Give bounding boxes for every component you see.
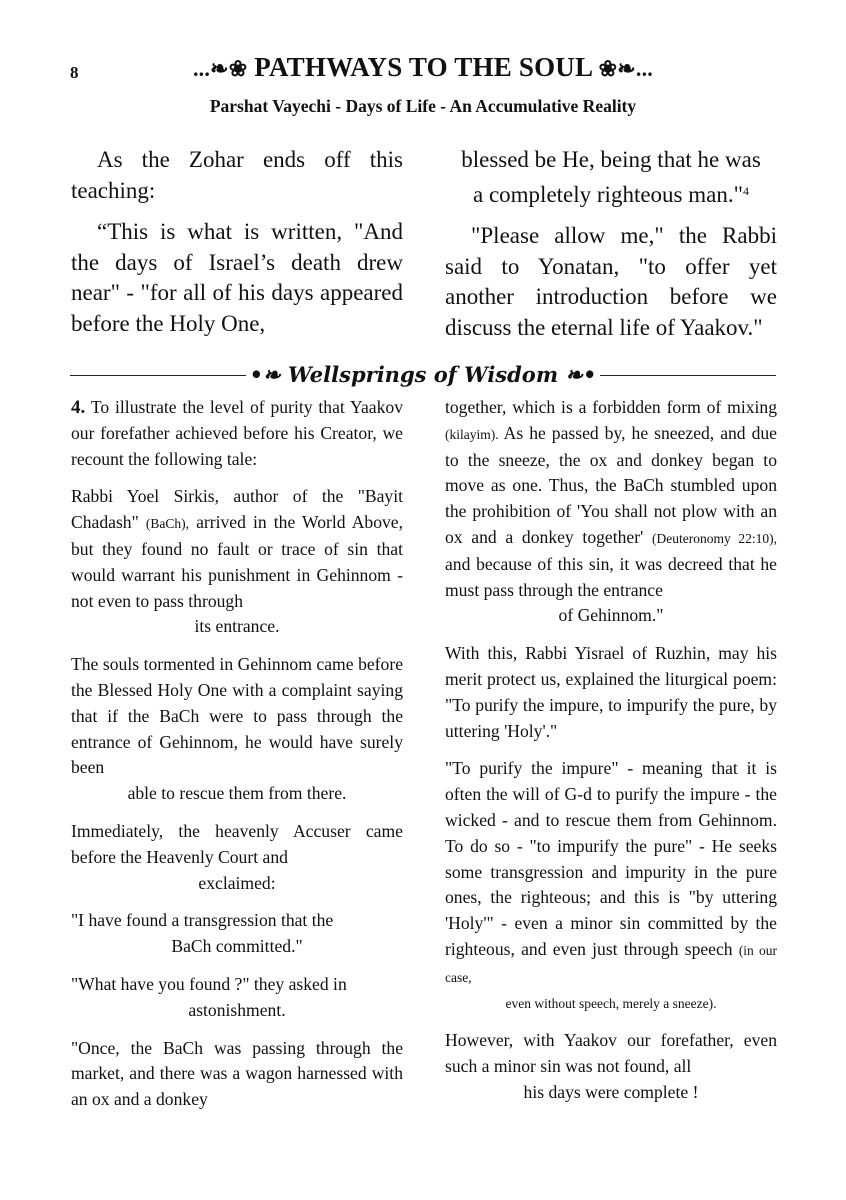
paragraph-text: and because of this sin, it was decreed that he must pass through the entrance [445, 553, 777, 600]
paragraph [445, 176, 777, 211]
page-number: 8 [70, 63, 79, 82]
ornament-left-icon: ...❧❀ [192, 56, 248, 81]
paragraph-text: together, which is a forbidden form of mixing [445, 397, 777, 417]
paragraph [445, 1028, 777, 1105]
paragraph-text: To illustrate the level of purity that Yaakov our forefather achieved before his Creator, we recount the following tale: [71, 397, 403, 469]
divider-ornament-left-icon: •❧ [249, 362, 281, 387]
paragraph-last-line: able to rescue them from there. [127, 783, 347, 804]
paragraph: "Once, the BaCh was passing through the market, and there was a wagon harnessed with an ox and a donkey [71, 1037, 403, 1110]
paragraph: With this, Rabbi Yisrael of Ruzhin, may his merit protect us, explained the liturgical poem: "To purify the impure, to impurify the pure, by uttering 'Holy'." [445, 643, 777, 741]
paragraph: As the Zohar ends off this teaching: [71, 147, 403, 203]
wellsprings-left-column [71, 395, 403, 1125]
paragraph [71, 819, 403, 896]
verse-reference: (Deuteronomy 22:10), [651, 530, 778, 546]
main-text-right-column [445, 145, 777, 354]
paragraph-text: "To purify the impure" - meaning that it is often the will of G-d to purify the impure - the wicked - and to rescue them from Gehinnom. To do so - "to impurify the pure" - He seeks some transgression and impurity in the pure ones, the righteous; and this is "by uttering 'Holy'" - even a minor sin committed by the righteous, and even just through speech [445, 758, 777, 959]
paragraph-text: arrived in the World Above, but they found no fault or trace of sin that would warrant his punishment in Gehinnom - not even to pass through [71, 512, 404, 611]
paragraph-text: "I have found a transgression that the [71, 910, 334, 931]
paragraph-text: The souls tormented in Gehinnom came before the Blessed Holy One with a complaint saying that if the BaCh were to pass through the entrance of Gehinnom, he would have surely been [71, 654, 403, 778]
main-text-left-column [71, 145, 403, 350]
paragraph-last-line: its entrance. [194, 616, 280, 637]
chapter-subtitle: Parshat Vayechi - Days of Life - An Accumulative Reality [209, 96, 637, 116]
paragraph-text: Immediately, the heavenly Accuser came before the Heavenly Court and [71, 820, 403, 867]
divider-ornament-right-icon: ❧• [565, 362, 597, 387]
section-title [70, 362, 776, 387]
paragraph [445, 145, 777, 176]
paragraph [445, 395, 777, 629]
paragraph-last-line: BaCh committed." [171, 936, 303, 957]
paragraph [71, 484, 403, 640]
paragraph-last-line: his days were complete ! [523, 1081, 699, 1102]
note-number: 4. [71, 397, 86, 418]
footnote-marker: 4 [742, 183, 749, 198]
wellsprings-right-column [445, 395, 777, 1118]
ornament-right-icon: ❀❧... [598, 56, 654, 81]
section-title-text: Wellsprings of Wisdom [287, 362, 559, 387]
section-divider [70, 362, 776, 388]
paragraph-last-line: of Gehinnom." [558, 605, 664, 626]
abbreviation: (BaCh), [145, 516, 189, 532]
paragraph-last-line: astonishment. [188, 999, 286, 1020]
paragraph: “This is what is written, "And the days of Israel’s death drew near" - "for all of his days appeared before the Holy One, [71, 219, 403, 336]
paragraph-text: As he passed by, he sneezed, and due to the sneeze, the ox and donkey began to move as one. Thus, the BaCh stumbled upon the prohibition of 'You shall not plow with an ox and a donkey together' [445, 422, 777, 547]
paragraph-text: "What have you found ?" they asked in [71, 973, 347, 994]
paragraph [71, 908, 403, 960]
paragraph [71, 652, 403, 807]
term-note: (kilayim). [445, 426, 499, 442]
paragraph-text: Rabbi Yoel Sirkis, author of the "Bayit Chadash" [71, 486, 403, 533]
parenthetical-note: even without speech, merely a sneeze). [505, 995, 717, 1011]
parenthetical-note: (in our case, [445, 942, 777, 985]
paragraph-text: However, with Yaakov our forefather, even such a minor sin was not found, all [445, 1030, 777, 1077]
paragraph [71, 972, 403, 1024]
paragraph [445, 756, 777, 1016]
paragraph: "Please allow me," the Rabbi said to Yonatan, "to offer yet another introduction before we discuss the eternal life of Yaakov." [445, 223, 777, 340]
paragraph-line: a completely righteous man." [473, 181, 743, 207]
paragraph-last-line: exclaimed: [198, 872, 276, 893]
running-header [130, 52, 716, 83]
book-title: PATHWAYS TO THE SOUL [254, 52, 592, 82]
paragraph-line: blessed be He, being that he was [461, 147, 761, 172]
paragraph [71, 395, 403, 472]
